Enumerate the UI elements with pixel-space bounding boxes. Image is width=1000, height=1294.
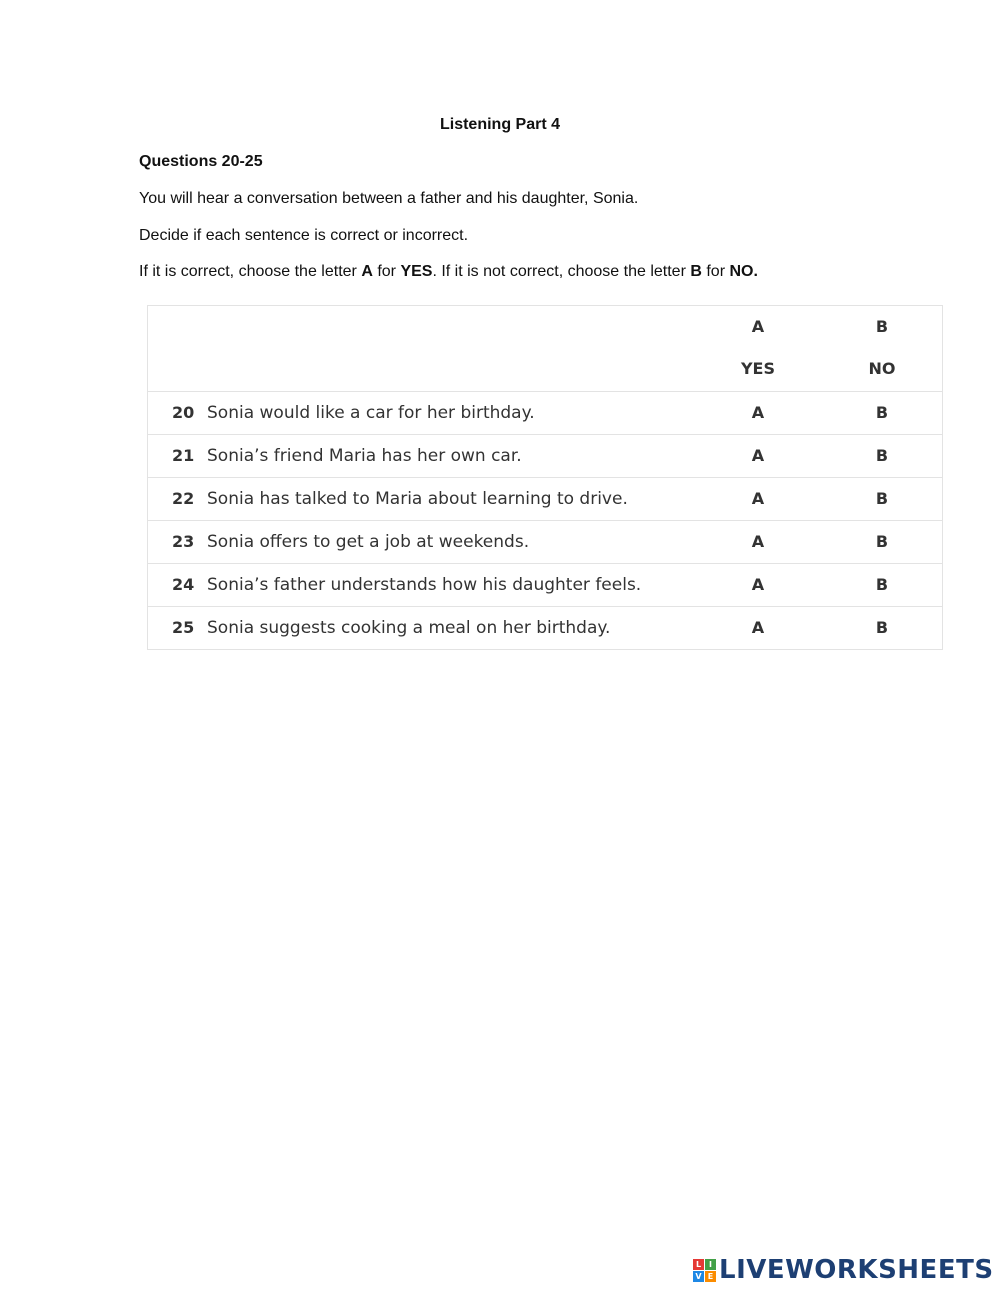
question-number: 24 bbox=[172, 575, 195, 594]
answer-option-b[interactable]: B bbox=[875, 403, 889, 422]
answer-option-a[interactable]: A bbox=[751, 446, 765, 465]
question-text: Sonia offers to get a job at weekends. bbox=[207, 532, 530, 552]
question-number: 23 bbox=[172, 532, 195, 551]
answer-option-b[interactable]: B bbox=[875, 489, 889, 508]
header-col-a-word: YES bbox=[740, 359, 776, 378]
header-col-a-letter: A bbox=[751, 317, 765, 336]
question-text: Sonia’s friend Maria has her own car. bbox=[207, 446, 522, 466]
answer-instruction bbox=[139, 263, 758, 281]
instruction-part2: for bbox=[372, 263, 401, 280]
instruction-yes: YES bbox=[400, 263, 433, 280]
liveworksheets-logo bbox=[693, 1257, 994, 1283]
logo-text: LIVEWORKSHEETS bbox=[719, 1255, 994, 1285]
answer-option-a[interactable]: A bbox=[751, 532, 765, 551]
answer-option-b[interactable]: B bbox=[875, 575, 889, 594]
question-text: Sonia has talked to Maria about learning to drive. bbox=[207, 489, 628, 509]
answer-option-b[interactable]: B bbox=[875, 618, 889, 637]
table-header bbox=[148, 306, 942, 392]
question-row-22 bbox=[148, 478, 942, 521]
instruction-part1: If it is correct, choose the letter bbox=[139, 263, 362, 280]
header-col-b-letter: B bbox=[875, 317, 889, 336]
answer-option-a[interactable]: A bbox=[751, 489, 765, 508]
question-row-21 bbox=[148, 435, 942, 478]
instruction-letter-a: A bbox=[361, 263, 373, 280]
decide-instruction: Decide if each sentence is correct or incorrect. bbox=[139, 227, 469, 244]
answer-option-a[interactable]: A bbox=[751, 618, 765, 637]
question-row-23 bbox=[148, 521, 942, 564]
header-col-b-word: NO bbox=[868, 359, 896, 378]
question-text: Sonia would like a car for her birthday. bbox=[207, 403, 535, 423]
answer-option-a[interactable]: A bbox=[751, 403, 765, 422]
question-row-24 bbox=[148, 564, 942, 607]
question-text: Sonia suggests cooking a meal on her birthday. bbox=[207, 618, 611, 638]
page-title: Listening Part 4 bbox=[439, 116, 561, 133]
question-text: Sonia’s father understands how his daughter feels. bbox=[207, 575, 642, 595]
answer-option-b[interactable]: B bbox=[875, 532, 889, 551]
intro-text: You will hear a conversation between a father and his daughter, Sonia. bbox=[139, 190, 639, 207]
question-number: 21 bbox=[172, 446, 195, 465]
answer-option-b[interactable]: B bbox=[875, 446, 889, 465]
instruction-part4: for bbox=[701, 263, 730, 280]
logo-mark-icon: L I V E bbox=[693, 1259, 716, 1282]
question-row-20 bbox=[148, 392, 942, 435]
question-number: 20 bbox=[172, 403, 195, 422]
instruction-no: NO. bbox=[729, 263, 758, 280]
question-row-25 bbox=[148, 607, 942, 649]
instruction-letter-b: B bbox=[690, 263, 702, 280]
question-table bbox=[147, 305, 943, 650]
answer-option-a[interactable]: A bbox=[751, 575, 765, 594]
question-number: 25 bbox=[172, 618, 195, 637]
question-number: 22 bbox=[172, 489, 195, 508]
instruction-part3: . If it is not correct, choose the letter bbox=[432, 263, 691, 280]
questions-heading: Questions 20-25 bbox=[139, 153, 263, 170]
